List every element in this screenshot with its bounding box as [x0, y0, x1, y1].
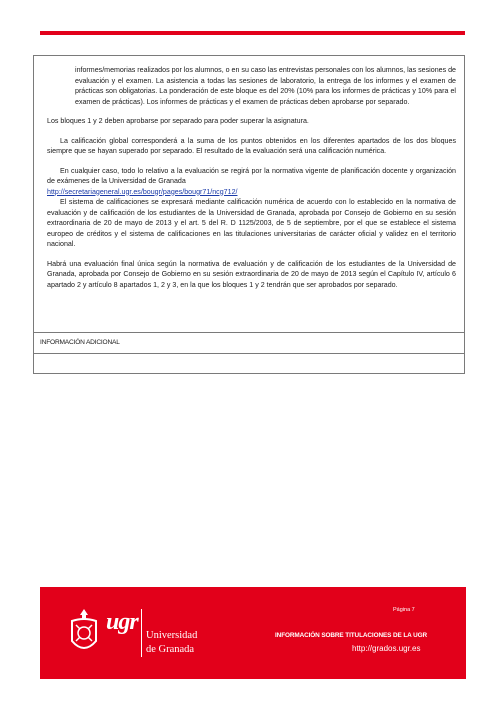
ugr-logo-text: ugr: [106, 609, 138, 635]
page-number: Página 7: [393, 607, 415, 613]
paragraph-evaluacion-final: Habrá una evaluación final única según la normativa de evaluación y de calificación de los estudiantes de la Universidad de Granada, aprobada por Consejo de Gobierno en su sesión extraordinaria de 20 de mayo de 2013 según el Capítulo IV, artículo 6 apartado 2 y artículo 8 apartados 1, 2 y 3, en la que los bloques 1 y 2 tendrán que ser aprobados por separado.: [47, 259, 456, 289]
normativa-text: En cualquier caso, todo lo relativo a la evaluación se regirá por la normativa vigente de planificación docente y organización de exámenes de la Universidad de Granada: [47, 166, 456, 185]
paragraph-bloques: Los bloques 1 y 2 deben aprobarse por separado para poder superar la asignatura.: [47, 117, 309, 125]
footer-url[interactable]: http://grados.ugr.es: [352, 644, 421, 653]
additional-info-heading: INFORMACIÓN ADICIONAL: [33, 332, 465, 354]
paragraph-sistema-calificaciones: El sistema de calificaciones se expresará mediante calificación numérica de acuerdo con lo establecido en la normativa de evaluación y de calificación de los estudiantes de la Universidad de Granada, aprobada por Consejo de Gobierno en su sesión extraordinaria de 20 de mayo de 2013 y el art. 5 del R. D 1125/2003, de 5 de septiembre, por el que se establece el sistema europeo de créditos y el sistema de calificaciones en las titulaciones universitarias de carácter oficial y validez en el territorio nacional.: [47, 198, 456, 248]
normativa-link[interactable]: http://secretariageneral.ugr.es/bougr/pages/bougr71/ncg712/: [47, 187, 238, 196]
logo-divider: [141, 609, 142, 657]
university-name: [146, 629, 197, 657]
footer-heading: INFORMACIÓN SOBRE TITULACIONES DE LA UGR: [275, 632, 427, 639]
university-name-line1: Universidad: [146, 630, 198, 641]
additional-info-content: [33, 353, 465, 374]
header-accent-bar: [40, 31, 465, 35]
paragraph-calificacion-global: La calificación global corresponderá a la suma de los puntos obtenidos en los diferentes apartados de los dos bloques siempre que se hayan superado por separado. El resultado de la evaluación será una calificación numérica.: [47, 136, 456, 155]
evaluation-section: [33, 55, 465, 333]
paragraph-normativa: [47, 166, 456, 198]
footer-banner: [40, 587, 466, 679]
paragraph-practicas: informes/memorias realizados por los alumnos, o en su caso las entrevistas personales con los alumnos, las sesiones de evaluación y el examen. La asistencia a todas las sesiones de laboratorio, la entrega de los informes y el examen de prácticas son obligatorias. La ponderación de este bloque es del 20% (10% para los informes de prácticas y 10% para el examen de prácticas). Los informes de prácticas y el examen de prácticas deben aprobarse por separado.: [75, 66, 456, 106]
university-crest-icon: [66, 607, 102, 659]
university-name-line2: de Granada: [146, 644, 195, 655]
